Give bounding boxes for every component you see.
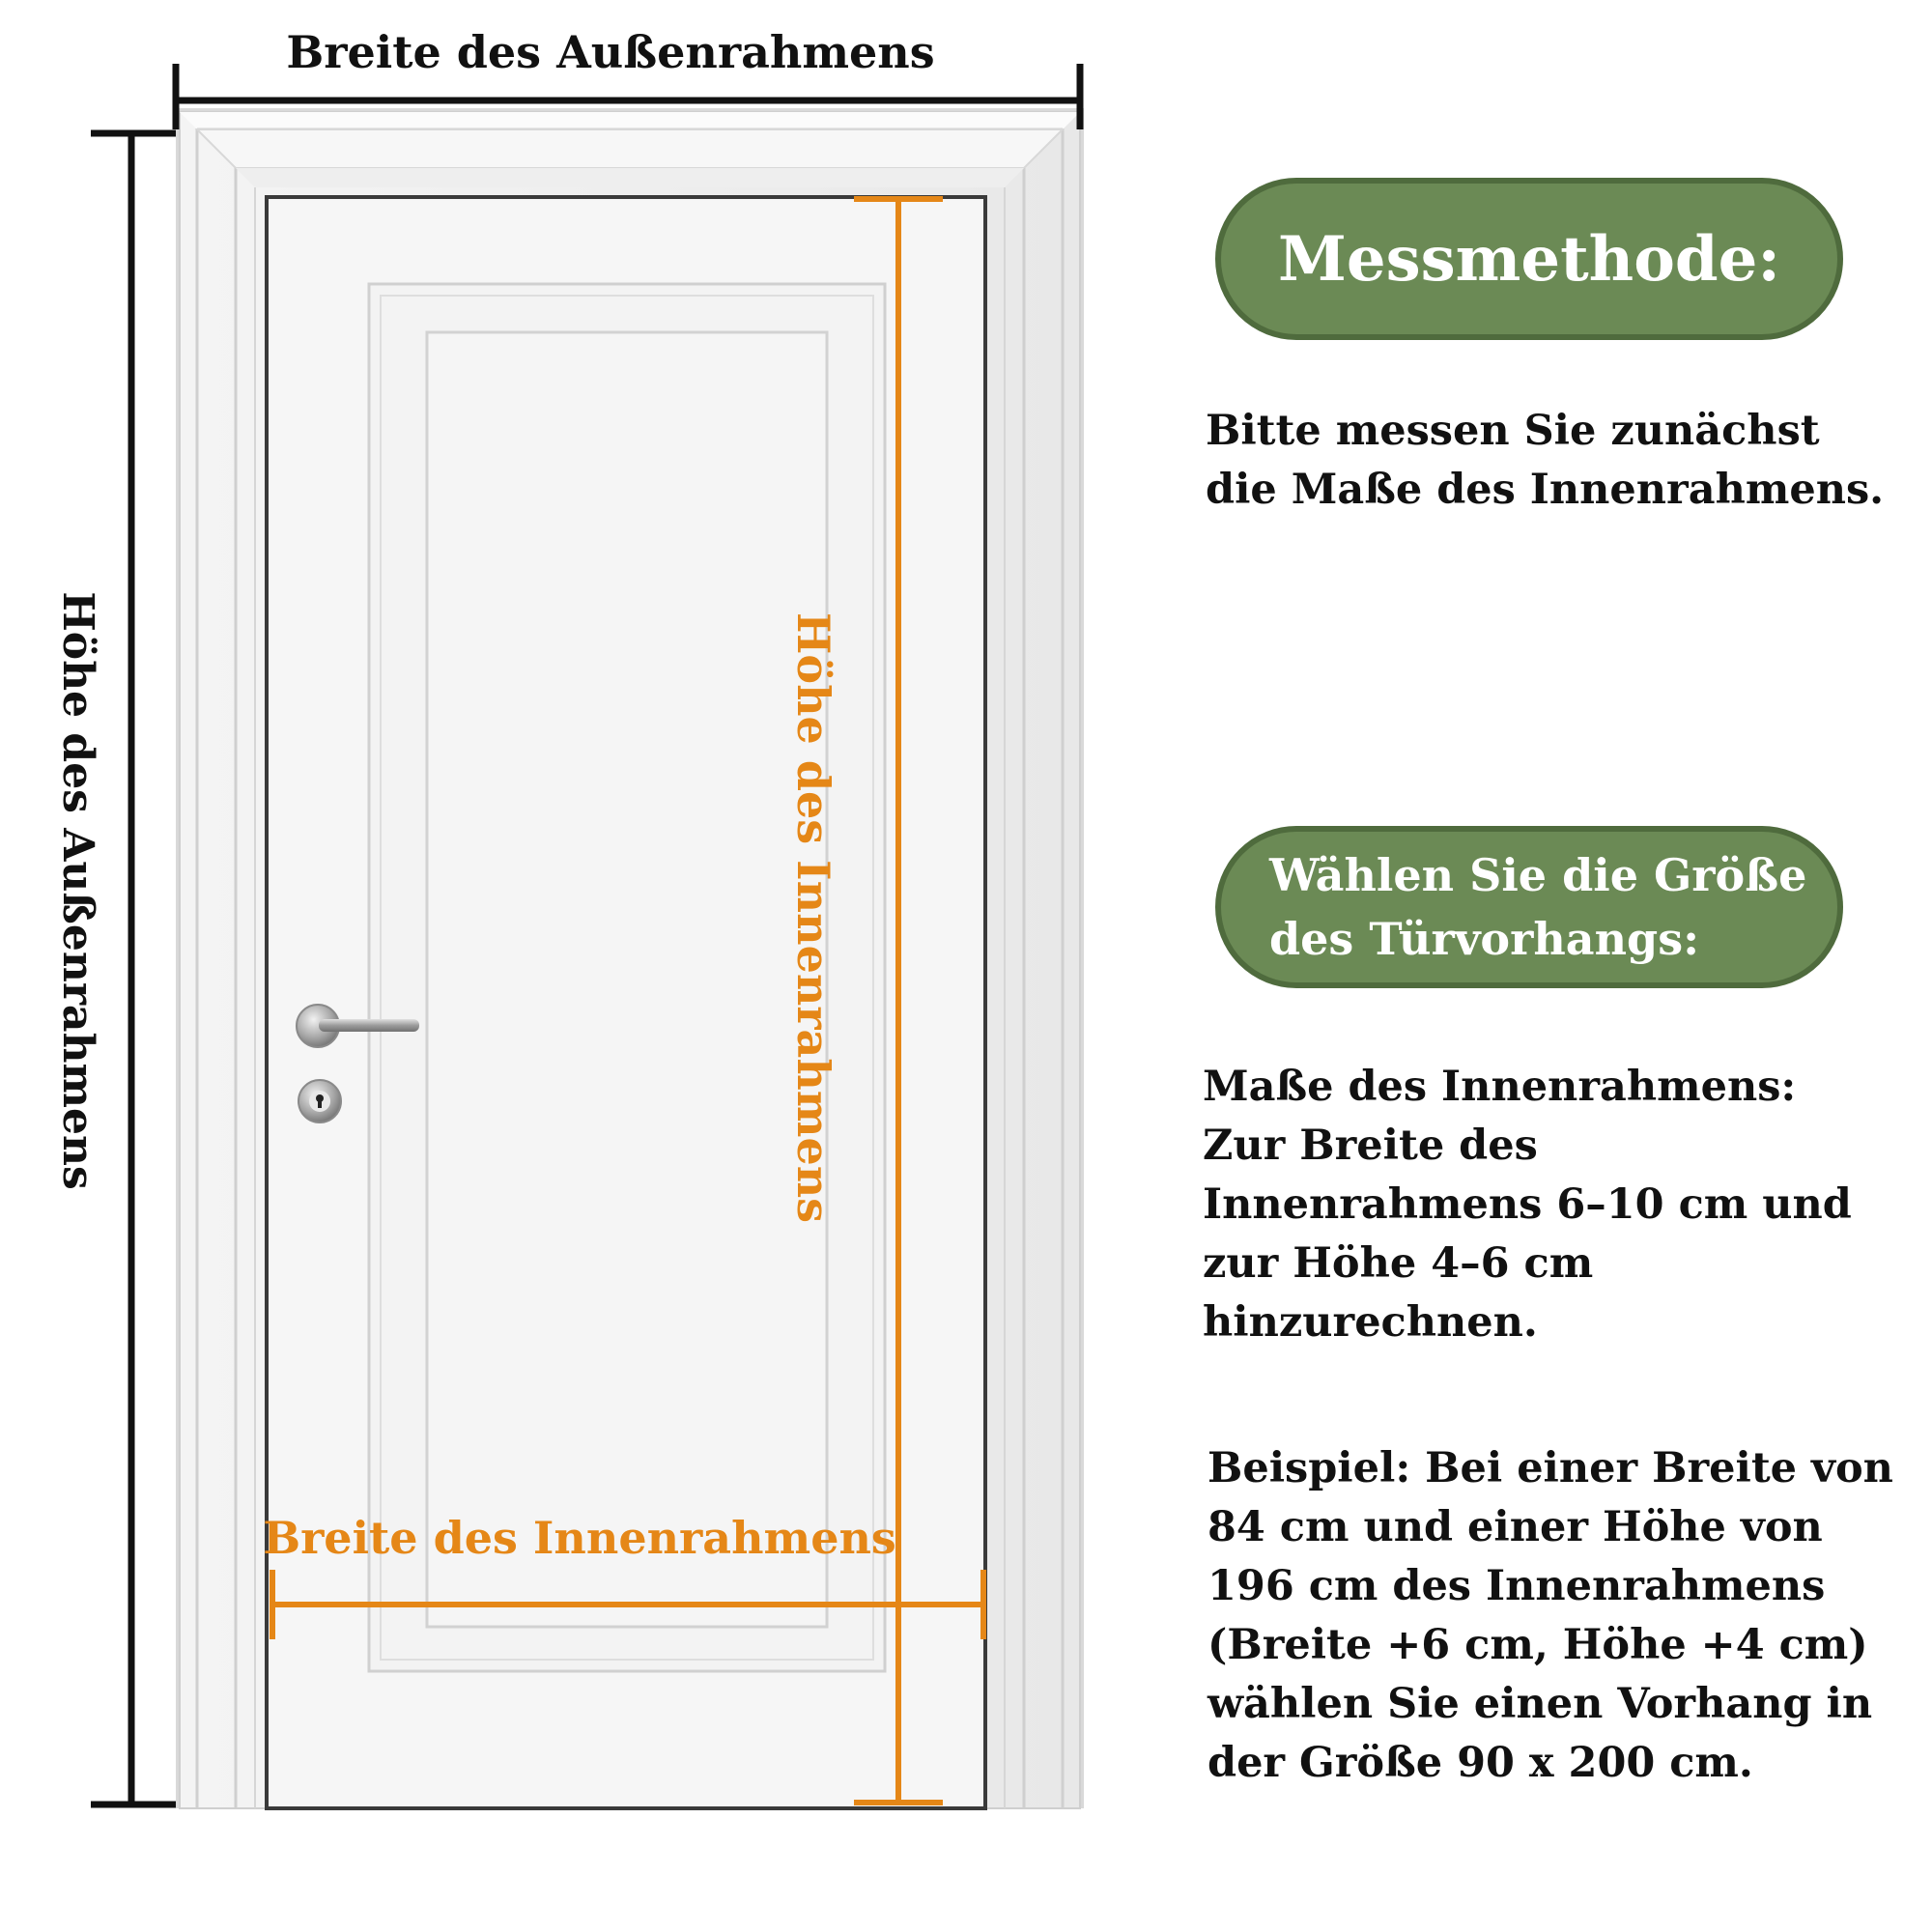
outer-height-line	[91, 133, 176, 1804]
inner-height-label: Höhe des Innenrahmens	[787, 611, 839, 1224]
keyhole-icon	[298, 1080, 341, 1122]
size-rule-text: Maße des Innenrahmens: Zur Breite des Innenrahmens 6–10 cm und zur Höhe 4–6 cm hinzurechnen.	[1203, 1063, 1852, 1347]
example-text: Beispiel: Bei einer Breite von 84 cm und einer Höhe von 196 cm des Innenrahmens (Breite +6 cm, Höhe +4 cm) wählen Sie einen Vorhang in der Größe 90 x 200 cm.	[1208, 1444, 1893, 1787]
outer-width-label: Breite des Außenrahmens	[286, 26, 935, 78]
door-leaf	[267, 197, 985, 1808]
measuring-instruction-text: Bitte messen Sie zunächst die Maße des Innenrahmens.	[1206, 407, 1885, 514]
outer-height-label: Höhe des Außenrahmens	[53, 591, 102, 1190]
measuring-method-heading	[1215, 178, 1843, 340]
choose-size-heading-text: Wählen Sie die Größe des Türvorhangs:	[1269, 849, 1807, 965]
choose-size-heading	[1215, 826, 1843, 988]
measuring-method-heading-text: Messmethode:	[1278, 222, 1780, 296]
inner-width-label: Breite des Innenrahmens	[263, 1512, 896, 1564]
